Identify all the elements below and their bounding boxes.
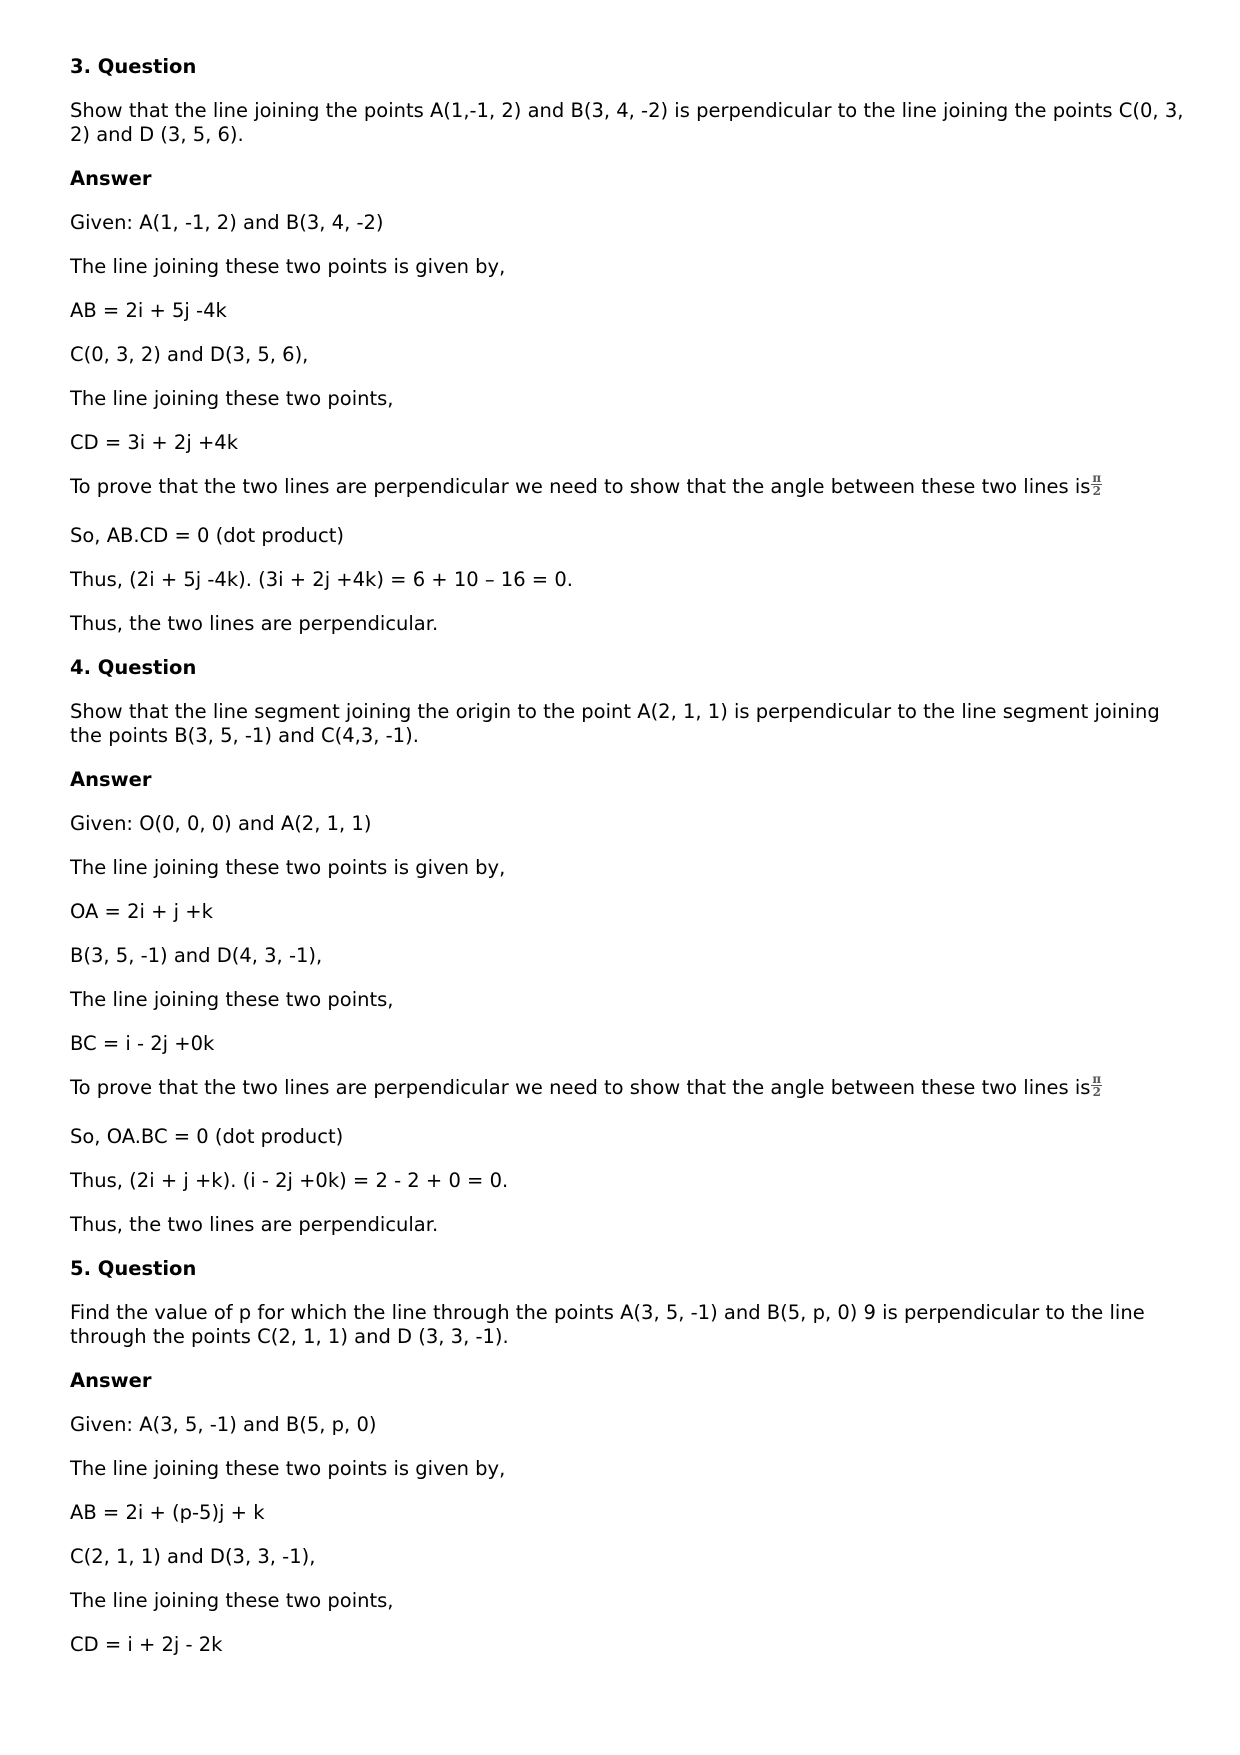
q4-oa-vector: OA = 2i + j +k [70, 900, 213, 923]
q3-cd-vector: CD = 3i + 2j +4k [70, 431, 238, 454]
q5-answer-label: Answer [70, 1369, 152, 1392]
q5-ab-vector: AB = 2i + (p-5)j + k [70, 1501, 265, 1524]
q3-conclusion: Thus, the two lines are perpendicular. [70, 612, 439, 635]
q3-line-joining-2: The line joining these two points, [70, 387, 394, 410]
pi-over-two-fraction [1091, 472, 1102, 497]
q4-heading: 4. Question [70, 656, 197, 679]
q4-bd-points: B(3, 5, -1) and D(4, 3, -1), [70, 944, 323, 967]
q3-computation: Thus, (2i + 5j -4k). (3i + 2j +4k) = 6 + 10 – 16 = 0. [70, 568, 573, 591]
q4-computation: Thus, (2i + j +k). (i - 2j +0k) = 2 - 2 + 0 = 0. [70, 1169, 509, 1192]
q4-dot-product: So, OA.BC = 0 (dot product) [70, 1125, 344, 1148]
q5-given: Given: A(3, 5, -1) and B(5, p, 0) [70, 1413, 377, 1436]
q3-given: Given: A(1, -1, 2) and B(3, 4, -2) [70, 211, 384, 234]
q3-cd-points: C(0, 3, 2) and D(3, 5, 6), [70, 343, 309, 366]
q5-cd-points: C(2, 1, 1) and D(3, 3, -1), [70, 1545, 316, 1568]
q3-prove-text: To prove that the two lines are perpendicular we need to show that the angle between these two lines is [70, 475, 1091, 498]
q4-given: Given: O(0, 0, 0) and A(2, 1, 1) [70, 812, 372, 835]
fraction-numerator: π [1092, 1072, 1102, 1086]
q4-answer-label: Answer [70, 768, 152, 791]
fraction-denominator: 2 [1092, 484, 1101, 498]
pi-over-two-fraction [1091, 1073, 1102, 1098]
q5-line-joining-2: The line joining these two points, [70, 1589, 394, 1612]
document-page [70, 55, 1190, 1677]
fraction-denominator: 2 [1092, 1085, 1101, 1099]
q4-prove-text: To prove that the two lines are perpendicular we need to show that the angle between these two lines is [70, 1076, 1091, 1099]
q3-ab-vector: AB = 2i + 5j -4k [70, 299, 227, 322]
q3-heading: 3. Question [70, 55, 197, 78]
q3-answer-label: Answer [70, 167, 152, 190]
q4-line-joining-2: The line joining these two points, [70, 988, 394, 1011]
q5-line-joining: The line joining these two points is given by, [70, 1457, 506, 1480]
fraction-numerator: π [1092, 471, 1102, 485]
q4-line-joining: The line joining these two points is given by, [70, 856, 506, 879]
q4-bc-vector: BC = i - 2j +0k [70, 1032, 215, 1055]
q4-question-text: Show that the line segment joining the origin to the point A(2, 1, 1) is perpendicular to the line segment joining the points B(3, 5, -1) and C(4,3, -1). [70, 700, 1160, 747]
q5-question-text: Find the value of p for which the line through the points A(3, 5, -1) and B(5, p, 0) 9 is perpendicular to the line through the points C(2, 1, 1) and D (3, 3, -1). [70, 1301, 1145, 1348]
q4-conclusion: Thus, the two lines are perpendicular. [70, 1213, 439, 1236]
q3-question-text: Show that the line joining the points A(1,-1, 2) and B(3, 4, -2) is perpendicular to the line joining the points C(0, 3, 2) and D (3, 5, 6). [70, 99, 1184, 146]
q3-dot-product: So, AB.CD = 0 (dot product) [70, 524, 344, 547]
q3-prove-statement [70, 471, 1190, 500]
q5-cd-vector: CD = i + 2j - 2k [70, 1633, 223, 1656]
q4-prove-statement [70, 1072, 1190, 1101]
q3-line-joining: The line joining these two points is given by, [70, 255, 506, 278]
q5-heading: 5. Question [70, 1257, 197, 1280]
